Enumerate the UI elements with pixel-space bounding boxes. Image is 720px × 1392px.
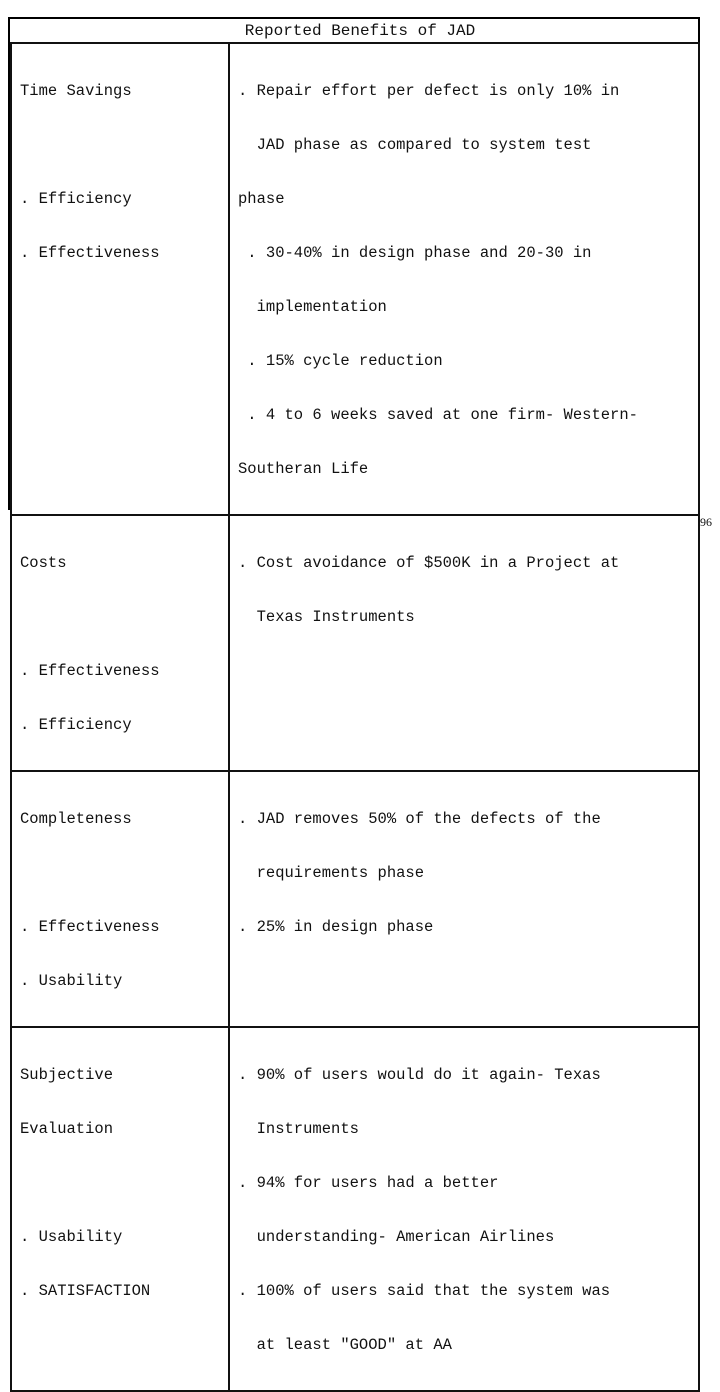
category-line: Completeness <box>20 810 132 828</box>
benefit-category-cell <box>11 1027 229 1391</box>
detail-line: . 4 to 6 weeks saved at one firm- Western- <box>238 406 638 424</box>
detail-line: Instruments <box>238 1120 359 1138</box>
detail-line: . 25% in design phase <box>238 918 434 936</box>
detail-line: at least "GOOD" at AA <box>238 1336 452 1354</box>
category-line: . Effectiveness <box>20 662 160 680</box>
category-line: . Usability <box>20 972 123 990</box>
benefit-category-cell <box>11 771 229 1027</box>
page-title: Reported Benefits of JAD <box>244 22 476 40</box>
detail-line: JAD phase as compared to system test <box>238 136 592 154</box>
detail-line: . 100% of users said that the system was <box>238 1282 611 1300</box>
category-line: . Efficiency <box>20 716 132 734</box>
table-row <box>11 515 699 771</box>
benefits-table <box>10 42 700 1392</box>
detail-line: understanding- American Airlines <box>238 1228 555 1246</box>
category-line <box>20 136 220 154</box>
detail-line: requirements phase <box>238 864 425 882</box>
detail-line: . 94% for users had a better <box>238 1174 499 1192</box>
benefit-category-cell <box>11 43 229 515</box>
category-line: . Effectiveness <box>20 918 160 936</box>
benefit-detail-cell <box>229 771 699 1027</box>
page-number: 96 <box>700 515 712 529</box>
table-row <box>11 43 699 515</box>
detail-line: . 90% of users would do it again- Texas <box>238 1066 601 1084</box>
detail-line: phase <box>238 190 285 208</box>
benefit-detail-cell <box>229 1027 699 1391</box>
detail-line: . Repair effort per defect is only 10% in <box>238 82 620 100</box>
category-line <box>20 1174 220 1192</box>
category-line: . SATISFACTION <box>20 1282 151 1300</box>
benefit-detail-cell <box>229 43 699 515</box>
category-line: Time Savings <box>20 82 132 100</box>
detail-line: . 15% cycle reduction <box>238 352 443 370</box>
category-line <box>20 864 220 882</box>
detail-line: . Cost avoidance of $500K in a Project at <box>238 554 620 572</box>
category-line: . Effectiveness <box>20 244 160 262</box>
category-line: . Usability <box>20 1228 123 1246</box>
category-line: Subjective <box>20 1066 114 1084</box>
detail-line: . JAD removes 50% of the defects of the <box>238 810 601 828</box>
detail-line: Southeran Life <box>238 460 369 478</box>
detail-line: Texas Instruments <box>238 608 415 626</box>
table-row <box>11 1027 699 1391</box>
category-line: Costs <box>20 554 67 572</box>
category-line: . Efficiency <box>20 190 132 208</box>
category-line <box>20 608 220 626</box>
benefit-detail-cell <box>229 515 699 771</box>
category-line: Evaluation <box>20 1120 114 1138</box>
benefit-category-cell <box>11 515 229 771</box>
table-row <box>11 771 699 1027</box>
detail-line: implementation <box>238 298 387 316</box>
detail-line: . 30-40% in design phase and 20-30 in <box>238 244 592 262</box>
page-border-top <box>10 17 700 19</box>
